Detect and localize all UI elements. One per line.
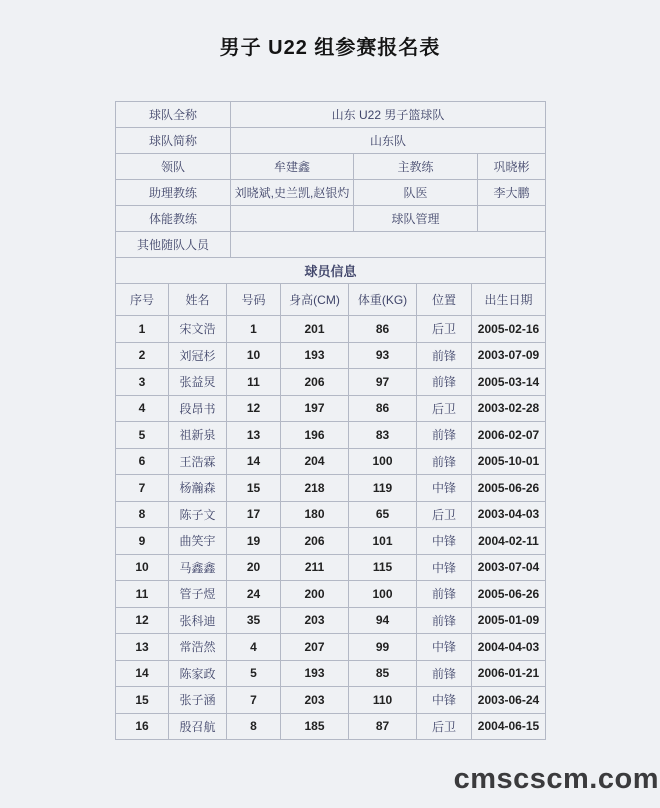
player-index-cell: 5 [116,422,169,449]
player-position-cell: 前锋 [417,422,472,449]
player-weight-cell: 85 [349,660,417,687]
page-title: 男子 U22 组参赛报名表 [219,37,441,59]
player-number-cell: 35 [227,607,281,634]
players-header-cell: 姓名 [169,284,227,316]
player-dob-cell: 2005-06-26 [472,581,546,608]
player-weight-cell: 93 [349,342,417,369]
watermark: cmscscm.com [453,763,659,795]
player-name-cell: 曲笑宇 [169,528,227,555]
player-number-cell: 14 [227,448,281,475]
player-number-cell: 15 [227,475,281,502]
player-weight-cell: 86 [349,316,417,343]
player-position-cell: 中锋 [417,528,472,555]
player-index-cell: 10 [116,554,169,581]
player-dob-cell: 2003-04-03 [472,501,546,528]
player-name-cell: 祖新泉 [169,422,227,449]
player-position-cell: 中锋 [417,687,472,714]
player-position-cell: 前锋 [417,448,472,475]
player-dob-cell: 2004-06-15 [472,713,546,740]
info-value-cell: 李大鹏 [478,180,546,206]
player-weight-cell: 115 [349,554,417,581]
player-position-cell: 中锋 [417,634,472,661]
info-value-cell: 山东 U22 男子篮球队 [231,102,546,128]
player-row [116,687,546,714]
player-height-cell: 197 [281,395,349,422]
player-dob-cell: 2003-07-09 [472,342,546,369]
team-info-row [116,102,546,128]
player-position-cell: 中锋 [417,554,472,581]
team-info-row [116,232,546,258]
section-header-row [116,258,546,284]
info-label-cell: 助理教练 [116,180,231,206]
player-weight-cell: 86 [349,395,417,422]
player-number-cell: 10 [227,342,281,369]
players-header-cell: 序号 [116,284,169,316]
player-dob-cell: 2005-03-14 [472,369,546,396]
player-row [116,554,546,581]
player-index-cell: 4 [116,395,169,422]
player-height-cell: 206 [281,528,349,555]
player-index-cell: 11 [116,581,169,608]
player-number-cell: 1 [227,316,281,343]
player-row [116,369,546,396]
player-weight-cell: 119 [349,475,417,502]
info-value-cell [231,206,354,232]
player-name-cell: 陈家政 [169,660,227,687]
info-value-cell [478,206,546,232]
players-header-cell: 出生日期 [472,284,546,316]
info-label-cell: 其他随队人员 [116,232,231,258]
players-header-cell: 体重(KG) [349,284,417,316]
player-row [116,448,546,475]
player-row [116,581,546,608]
player-height-cell: 193 [281,342,349,369]
player-name-cell: 王浩霖 [169,448,227,475]
player-dob-cell: 2005-01-09 [472,607,546,634]
player-row [116,395,546,422]
team-info-table [115,101,546,284]
player-height-cell: 193 [281,660,349,687]
player-index-cell: 6 [116,448,169,475]
player-weight-cell: 65 [349,501,417,528]
team-info-row [116,154,546,180]
player-height-cell: 196 [281,422,349,449]
info-label-cell: 领队 [116,154,231,180]
player-height-cell: 200 [281,581,349,608]
info-value-cell: 刘晓斌,史兰凯,赵银灼 [231,180,354,206]
team-info-fullspan-rows [116,102,546,154]
player-number-cell: 8 [227,713,281,740]
player-position-cell: 前锋 [417,660,472,687]
player-number-cell: 17 [227,501,281,528]
player-number-cell: 24 [227,581,281,608]
players-header-row [116,284,546,316]
player-index-cell: 8 [116,501,169,528]
player-row [116,607,546,634]
player-dob-cell: 2003-02-28 [472,395,546,422]
player-name-cell: 杨瀚森 [169,475,227,502]
player-weight-cell: 94 [349,607,417,634]
team-info-row [116,180,546,206]
player-weight-cell: 97 [349,369,417,396]
player-name-cell: 张益炅 [169,369,227,396]
player-row [116,528,546,555]
player-row [116,422,546,449]
player-number-cell: 19 [227,528,281,555]
team-info-row [116,128,546,154]
player-name-cell: 马鑫鑫 [169,554,227,581]
player-position-cell: 前锋 [417,581,472,608]
players-section-title: 球员信息 [116,258,546,284]
player-height-cell: 207 [281,634,349,661]
player-name-cell: 宋文浩 [169,316,227,343]
player-weight-cell: 87 [349,713,417,740]
player-row [116,501,546,528]
player-row [116,713,546,740]
player-dob-cell: 2006-01-21 [472,660,546,687]
player-name-cell: 段昂书 [169,395,227,422]
player-name-cell: 刘冠杉 [169,342,227,369]
player-weight-cell: 99 [349,634,417,661]
player-name-cell: 陈子文 [169,501,227,528]
info-label-cell: 队医 [354,180,478,206]
player-height-cell: 218 [281,475,349,502]
player-index-cell: 12 [116,607,169,634]
player-weight-cell: 101 [349,528,417,555]
player-name-cell: 常浩然 [169,634,227,661]
player-number-cell: 20 [227,554,281,581]
player-row [116,660,546,687]
player-height-cell: 211 [281,554,349,581]
player-weight-cell: 100 [349,581,417,608]
players-header-cell: 位置 [417,284,472,316]
info-label-cell: 体能教练 [116,206,231,232]
player-number-cell: 13 [227,422,281,449]
player-height-cell: 180 [281,501,349,528]
info-value-cell: 牟建鑫 [231,154,354,180]
players-header-cell: 号码 [227,284,281,316]
player-row [116,316,546,343]
player-dob-cell: 2004-04-03 [472,634,546,661]
player-index-cell: 7 [116,475,169,502]
player-index-cell: 1 [116,316,169,343]
player-row [116,634,546,661]
player-index-cell: 14 [116,660,169,687]
player-index-cell: 2 [116,342,169,369]
player-index-cell: 3 [116,369,169,396]
player-position-cell: 前锋 [417,342,472,369]
players-rows [116,316,546,740]
player-height-cell: 185 [281,713,349,740]
info-label-cell: 球队全称 [116,102,231,128]
player-row [116,475,546,502]
player-number-cell: 5 [227,660,281,687]
player-dob-cell: 2005-02-16 [472,316,546,343]
players-table [115,283,546,740]
player-position-cell: 前锋 [417,369,472,396]
info-label-cell: 主教练 [354,154,478,180]
player-dob-cell: 2003-07-04 [472,554,546,581]
registration-form-page [0,31,660,808]
team-info-row [116,206,546,232]
info-label-cell: 球队管理 [354,206,478,232]
player-dob-cell: 2004-02-11 [472,528,546,555]
info-value-cell: 山东队 [231,128,546,154]
player-height-cell: 204 [281,448,349,475]
player-height-cell: 201 [281,316,349,343]
player-index-cell: 9 [116,528,169,555]
player-weight-cell: 100 [349,448,417,475]
player-height-cell: 206 [281,369,349,396]
player-dob-cell: 2006-02-07 [472,422,546,449]
player-position-cell: 前锋 [417,607,472,634]
player-index-cell: 16 [116,713,169,740]
player-position-cell: 后卫 [417,713,472,740]
team-info-quad-rows [116,154,546,232]
player-position-cell: 后卫 [417,501,472,528]
player-index-cell: 13 [116,634,169,661]
info-value-cell: 巩晓彬 [478,154,546,180]
player-position-cell: 后卫 [417,316,472,343]
player-row [116,342,546,369]
player-weight-cell: 110 [349,687,417,714]
info-value-cell [231,232,546,258]
player-height-cell: 203 [281,607,349,634]
player-dob-cell: 2005-10-01 [472,448,546,475]
player-name-cell: 殷召航 [169,713,227,740]
player-name-cell: 张科迪 [169,607,227,634]
player-name-cell: 管子煜 [169,581,227,608]
player-index-cell: 15 [116,687,169,714]
player-number-cell: 4 [227,634,281,661]
player-dob-cell: 2003-06-24 [472,687,546,714]
player-number-cell: 12 [227,395,281,422]
players-header-cell: 身高(CM) [281,284,349,316]
player-height-cell: 203 [281,687,349,714]
player-weight-cell: 83 [349,422,417,449]
info-label-cell: 球队简称 [116,128,231,154]
player-number-cell: 11 [227,369,281,396]
player-number-cell: 7 [227,687,281,714]
player-position-cell: 后卫 [417,395,472,422]
player-position-cell: 中锋 [417,475,472,502]
player-name-cell: 张子涵 [169,687,227,714]
player-dob-cell: 2005-06-26 [472,475,546,502]
